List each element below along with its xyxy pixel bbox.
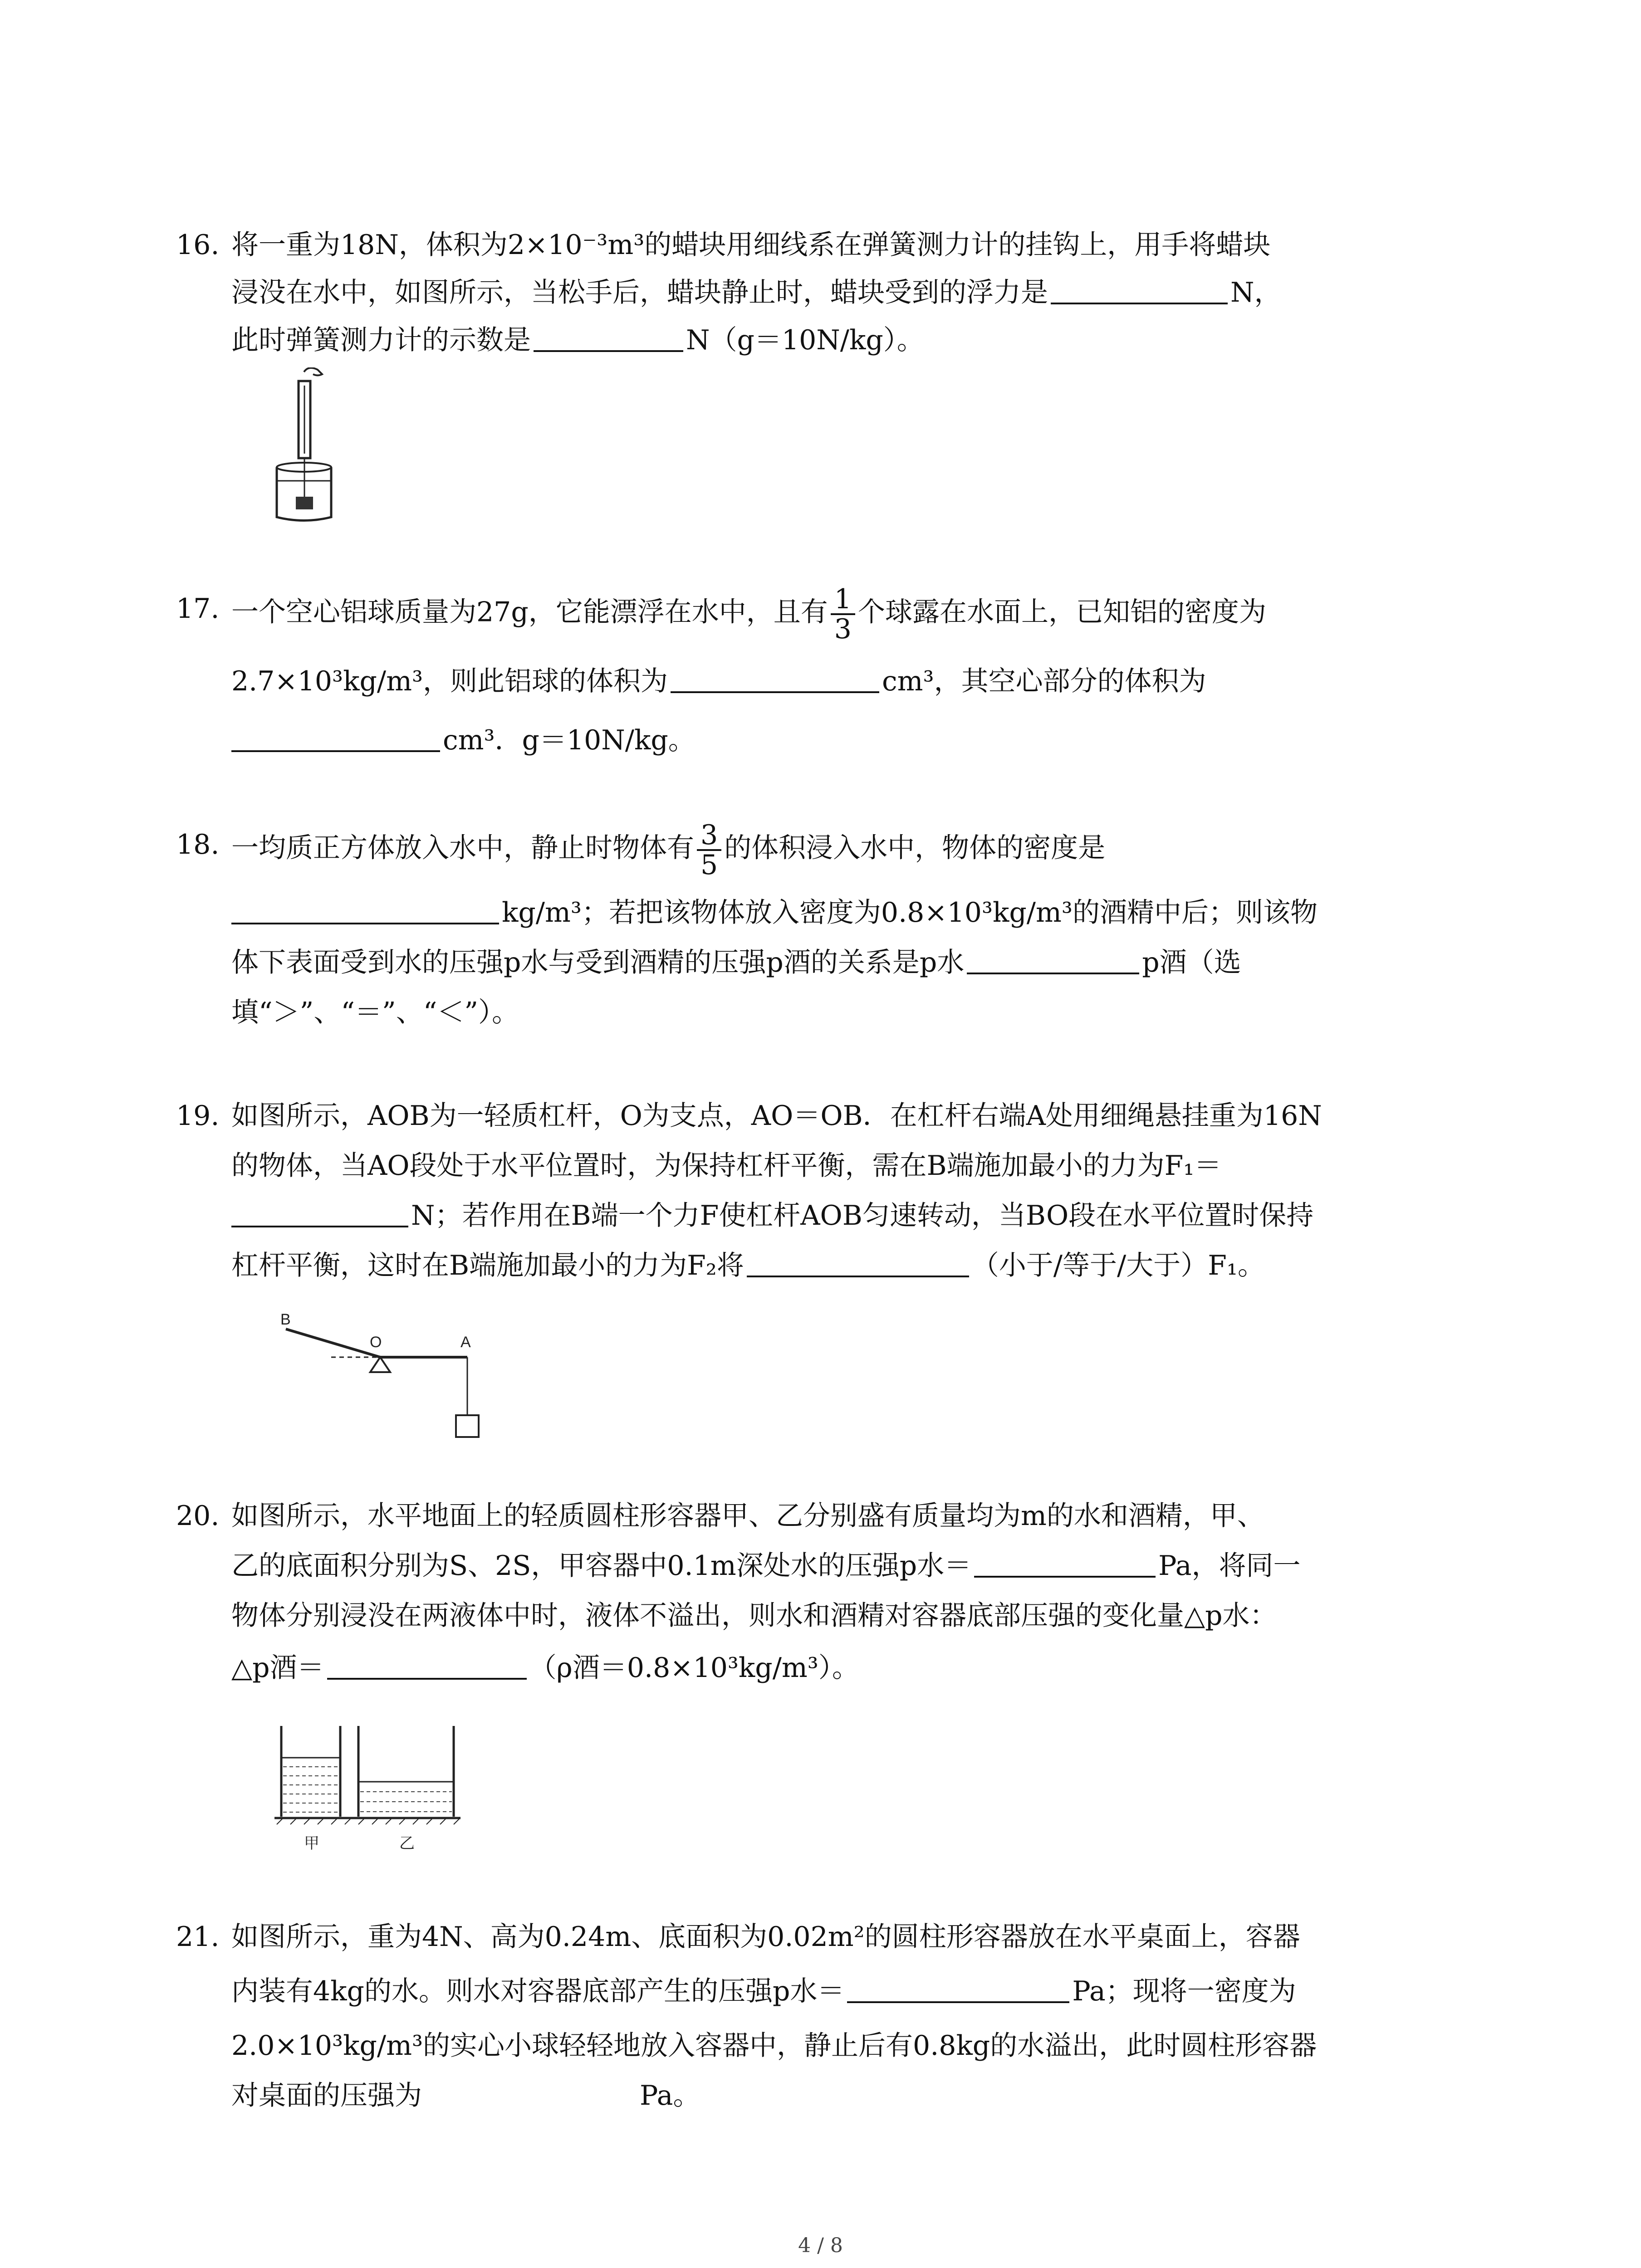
question-line: 如图所示，重为4N、高为0.24m、底面积为0.02m²的圆柱形容器放在水平桌面上，容器 [231, 1921, 1300, 1953]
question-text: 内装有4kg的水。则水对容器底部产生的压强p水＝ [231, 1975, 845, 2007]
question-text: kg/m³；若把该物体放入密度为0.8×10³kg/m³的酒精中后；则该物 [502, 897, 1318, 929]
fraction-numerator: 1 [831, 585, 855, 615]
question-text: cm³，其空心部分的体积为 [882, 665, 1206, 697]
fraction [697, 821, 721, 879]
answer-blank[interactable] [231, 721, 440, 752]
question-text: （ρ酒＝0.8×10³kg/m³）。 [529, 1652, 859, 1684]
question-number: 20. [176, 1500, 220, 1532]
label-jia: 甲 [304, 1834, 319, 1853]
page-number: 4 / 8 [798, 2234, 843, 2257]
answer-blank[interactable] [231, 1197, 408, 1227]
question-line: 填“＞”、“＝”、“＜”）。 [231, 997, 519, 1028]
label-yi: 乙 [399, 1834, 415, 1853]
question-text: N；若作用在B端一个力F使杠杆AOB匀速转动，当BO段在水平位置时保持 [411, 1200, 1314, 1232]
question-text: 的体积浸入水中，物体的密度是 [724, 832, 1106, 864]
question-text: 一个空心铝球质量为27g，它能漂浮在水中，且有 [231, 596, 828, 628]
answer-blank[interactable] [974, 1547, 1156, 1578]
question-text: 浸没在水中，如图所示，当松手后，蜡块静止时，蜡块受到的浮力是 [231, 277, 1048, 308]
question-number: 19. [176, 1100, 220, 1132]
answer-blank[interactable] [231, 894, 499, 924]
question-text: 乙的底面积分别为S、2S，甲容器中0.1m深处水的压强p水＝ [231, 1550, 972, 1582]
label-o: O [370, 1334, 382, 1351]
question-number: 18. [176, 829, 220, 860]
unit-text: Pa。 [640, 2080, 700, 2112]
containers-figure [272, 1724, 463, 1855]
question-text: 个球露在水面上，已知铝的密度为 [857, 596, 1266, 628]
unit-text: cm³．g＝10N/kg。 [443, 724, 696, 756]
fraction-denominator: 3 [834, 613, 852, 645]
question-line: 如图所示，水平地面上的轻质圆柱形容器甲、乙分别盛有质量均为m的水和酒精，甲、 [231, 1500, 1264, 1532]
answer-blank[interactable] [671, 662, 879, 693]
spring-scale-figure [272, 367, 336, 526]
question-text: （小于/等于/大于）F₁。 [971, 1250, 1265, 1281]
fraction-numerator: 3 [697, 821, 721, 851]
question-line: 将一重为18N，体积为2×10⁻³m³的蜡块用细线系在弹簧测力计的挂钩上，用手将蜡块 [231, 229, 1271, 261]
label-b: B [280, 1311, 291, 1328]
question-text: 此时弹簧测力计的示数是 [231, 324, 531, 356]
unit-text: N， [1230, 277, 1282, 308]
question-text: Pa，将同一 [1158, 1550, 1301, 1582]
question-line: 如图所示，AOB为一轻质杠杆，O为支点，AO＝OB．在杠杆右端A处用细绳悬挂重为16N [231, 1100, 1322, 1132]
question-text: 对桌面的压强为 [231, 2080, 422, 2112]
fraction [831, 585, 855, 643]
answer-blank[interactable] [967, 943, 1139, 974]
question-line: 物体分别浸没在两液体中时，液体不溢出，则水和酒精对容器底部压强的变化量△p水： [231, 1600, 1277, 1632]
question-text: Pa；现将一密度为 [1072, 1975, 1296, 2007]
label-a: A [460, 1334, 471, 1351]
question-line: 的物体，当AO段处于水平位置时，为保持杠杆平衡，需在B端施加最小的力为F₁＝ [231, 1150, 1222, 1182]
question-number: 17. [176, 593, 220, 625]
answer-blank[interactable] [847, 1972, 1069, 2003]
fraction-denominator: 5 [700, 849, 718, 881]
question-text: 2.7×10³kg/m³，则此铝球的体积为 [231, 665, 668, 697]
question-text: 一均质正方体放入水中，静止时物体有 [231, 832, 694, 864]
answer-blank[interactable] [327, 1649, 527, 1680]
question-number: 16. [176, 229, 220, 261]
question-number: 21. [176, 1921, 220, 1953]
question-text: p酒（选 [1142, 947, 1241, 978]
answer-blank[interactable] [1051, 274, 1228, 304]
question-text: 体下表面受到水的压强p水与受到酒精的压强p酒的关系是p水 [231, 947, 965, 978]
answer-blank[interactable] [747, 1246, 969, 1277]
question-text: 杠杆平衡，这时在B端施加最小的力为F₂将 [231, 1250, 744, 1281]
unit-text: N（g＝10N/kg）。 [686, 324, 924, 356]
answer-blank[interactable] [534, 321, 683, 352]
question-text: △p酒＝ [231, 1652, 324, 1684]
lever-figure [277, 1306, 495, 1442]
question-line: 2.0×10³kg/m³的实心小球轻轻地放入容器中，静止后有0.8kg的水溢出，此时圆柱形容器 [231, 2030, 1317, 2062]
